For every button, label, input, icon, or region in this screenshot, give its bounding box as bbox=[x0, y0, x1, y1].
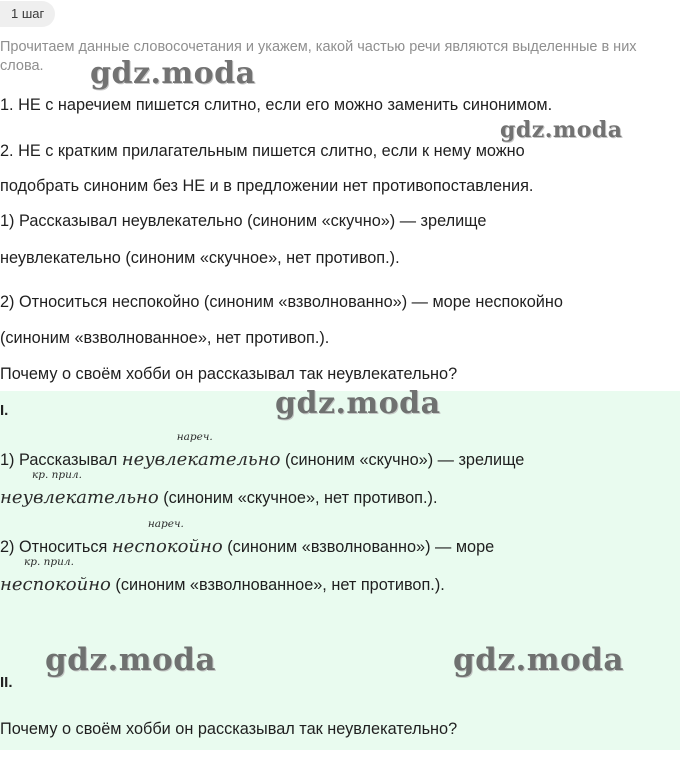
solution-line-3-end: (синоним «взволнованно») — море bbox=[222, 538, 495, 556]
handwritten-word bbox=[0, 556, 111, 595]
question-text: Почему о своём хобби он рассказывал так неувлекательно? bbox=[0, 365, 458, 383]
rule-2-line-1: 2. НЕ с кратким прилагательным пишется слитно, если к нему можно bbox=[0, 142, 525, 160]
solution-line-1 bbox=[0, 431, 525, 470]
solution-line-3 bbox=[0, 518, 495, 557]
intro-text: Прочитаем данные словосочетания и укажем, какой частью речи являются выделенные в них слова. bbox=[0, 39, 637, 74]
example-1-line-2: неувлекательно (синоним «скучное», нет противоп.). bbox=[0, 249, 400, 267]
part-of-speech-note: кр. прил. bbox=[32, 469, 82, 481]
rule-1: 1. НЕ с наречием пишется слитно, если его можно заменить синонимом. bbox=[0, 96, 553, 114]
solution-line-4 bbox=[0, 556, 445, 595]
step-badge: 1 шаг bbox=[0, 1, 55, 27]
handwritten-word-text: неспокойно bbox=[0, 574, 111, 595]
solution-line-2 bbox=[0, 469, 438, 508]
example-2-line-1: 2) Относиться неспокойно (синоним «взволнованно») — море неспокойно bbox=[0, 293, 563, 311]
handwritten-word-text: неспокойно bbox=[111, 536, 223, 557]
section-2-label: II. bbox=[0, 674, 13, 691]
section-1-label: I. bbox=[0, 402, 9, 419]
solution-line-2-end: (синоним «скучное», нет противоп.). bbox=[158, 489, 438, 507]
example-2-line-2: (синоним «взволнованное», нет противоп.). bbox=[0, 329, 330, 347]
watermark-logo: gdz.moda bbox=[453, 642, 624, 678]
watermark-logo: gdz.moda bbox=[45, 642, 216, 678]
handwritten-word bbox=[121, 431, 281, 470]
section-2-question: Почему о своём хобби он рассказывал так неувлекательно? bbox=[0, 720, 458, 738]
part-of-speech-note: нареч. bbox=[147, 518, 184, 530]
example-1-line-1: 1) Рассказывал неувлекательно (синоним «скучно») — зрелище bbox=[0, 212, 487, 230]
solution-line-3-start: 2) Относиться bbox=[0, 538, 112, 556]
solution-line-1-start: 1) Рассказывал bbox=[0, 451, 122, 469]
watermark-logo: gdz.moda bbox=[500, 117, 623, 143]
handwritten-word-text: неувлекательно bbox=[121, 449, 281, 470]
watermark-logo: gdz.moda bbox=[90, 56, 256, 91]
watermark-logo: gdz.moda bbox=[275, 386, 441, 421]
rule-2-line-2: подобрать синоним без НЕ и в предложении нет противопоставления. bbox=[0, 177, 534, 195]
solution-line-1-end: (синоним «скучно») — зрелище bbox=[280, 451, 525, 469]
solution-line-4-end: (синоним «взволнованное», нет противоп.). bbox=[110, 576, 445, 594]
part-of-speech-note: кр. прил. bbox=[24, 556, 74, 568]
worked-solution-panel bbox=[0, 391, 680, 750]
handwritten-word bbox=[0, 469, 159, 508]
part-of-speech-note: нареч. bbox=[176, 431, 213, 443]
handwritten-word-text: неувлекательно bbox=[0, 487, 159, 508]
handwritten-word bbox=[111, 518, 223, 557]
